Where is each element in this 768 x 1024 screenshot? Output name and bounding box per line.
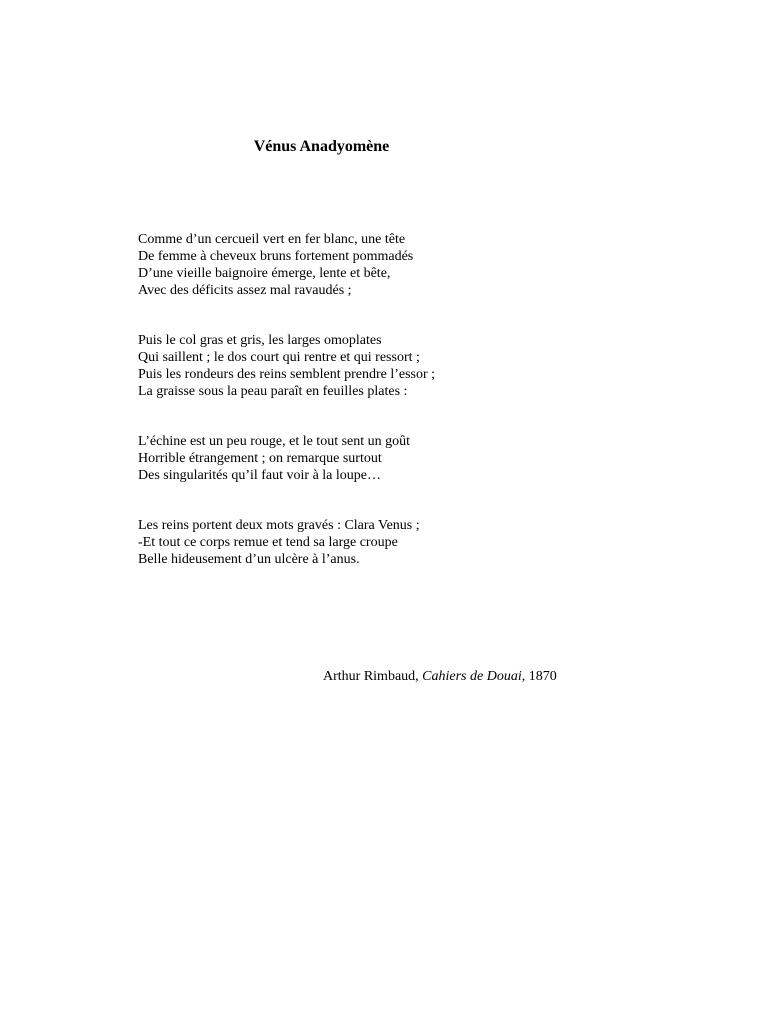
stanza-3 <box>138 433 410 484</box>
poem-line: Des singularités qu’il faut voir à la loupe… <box>138 468 381 483</box>
attribution-work: Cahiers de Douai <box>422 669 522 684</box>
poem-line: Puis le col gras et gris, les larges omoplates <box>138 333 382 348</box>
attribution-author: Arthur Rimbaud, <box>323 669 423 684</box>
poem-line: Les reins portent deux mots gravés : Clara Venus ; <box>138 518 420 533</box>
poem-line: Comme d’un cercueil vert en fer blanc, une tête <box>138 232 406 247</box>
poem-line: De femme à cheveux bruns fortement pommadés <box>138 249 414 264</box>
stanza-4 <box>138 517 420 568</box>
poem-line: Avec des déficits assez mal ravaudés ; <box>138 283 352 298</box>
poem-line: Belle hideusement d’un ulcère à l’anus. <box>138 552 360 567</box>
attribution-year: , 1870 <box>521 669 557 684</box>
poem-line: La graisse sous la peau paraît en feuilles plates : <box>138 384 408 399</box>
poem-line: Puis les rondeurs des reins semblent prendre l’essor ; <box>138 367 436 382</box>
stanza-2 <box>138 332 435 400</box>
poem-line: L’échine est un peu rouge, et le tout sent un goût <box>138 434 411 449</box>
attribution <box>323 668 557 685</box>
poem-line: -Et tout ce corps remue et tend sa large croupe <box>138 535 398 550</box>
poem-line: Horrible étrangement ; on remarque surtout <box>138 451 382 466</box>
poem-line: Qui saillent ; le dos court qui rentre et qui ressort ; <box>138 350 420 365</box>
poem-title: Vénus Anadyomène <box>253 138 390 155</box>
stanza-1 <box>138 231 413 299</box>
poem-line: D’une vieille baignoire émerge, lente et bête, <box>138 266 391 281</box>
